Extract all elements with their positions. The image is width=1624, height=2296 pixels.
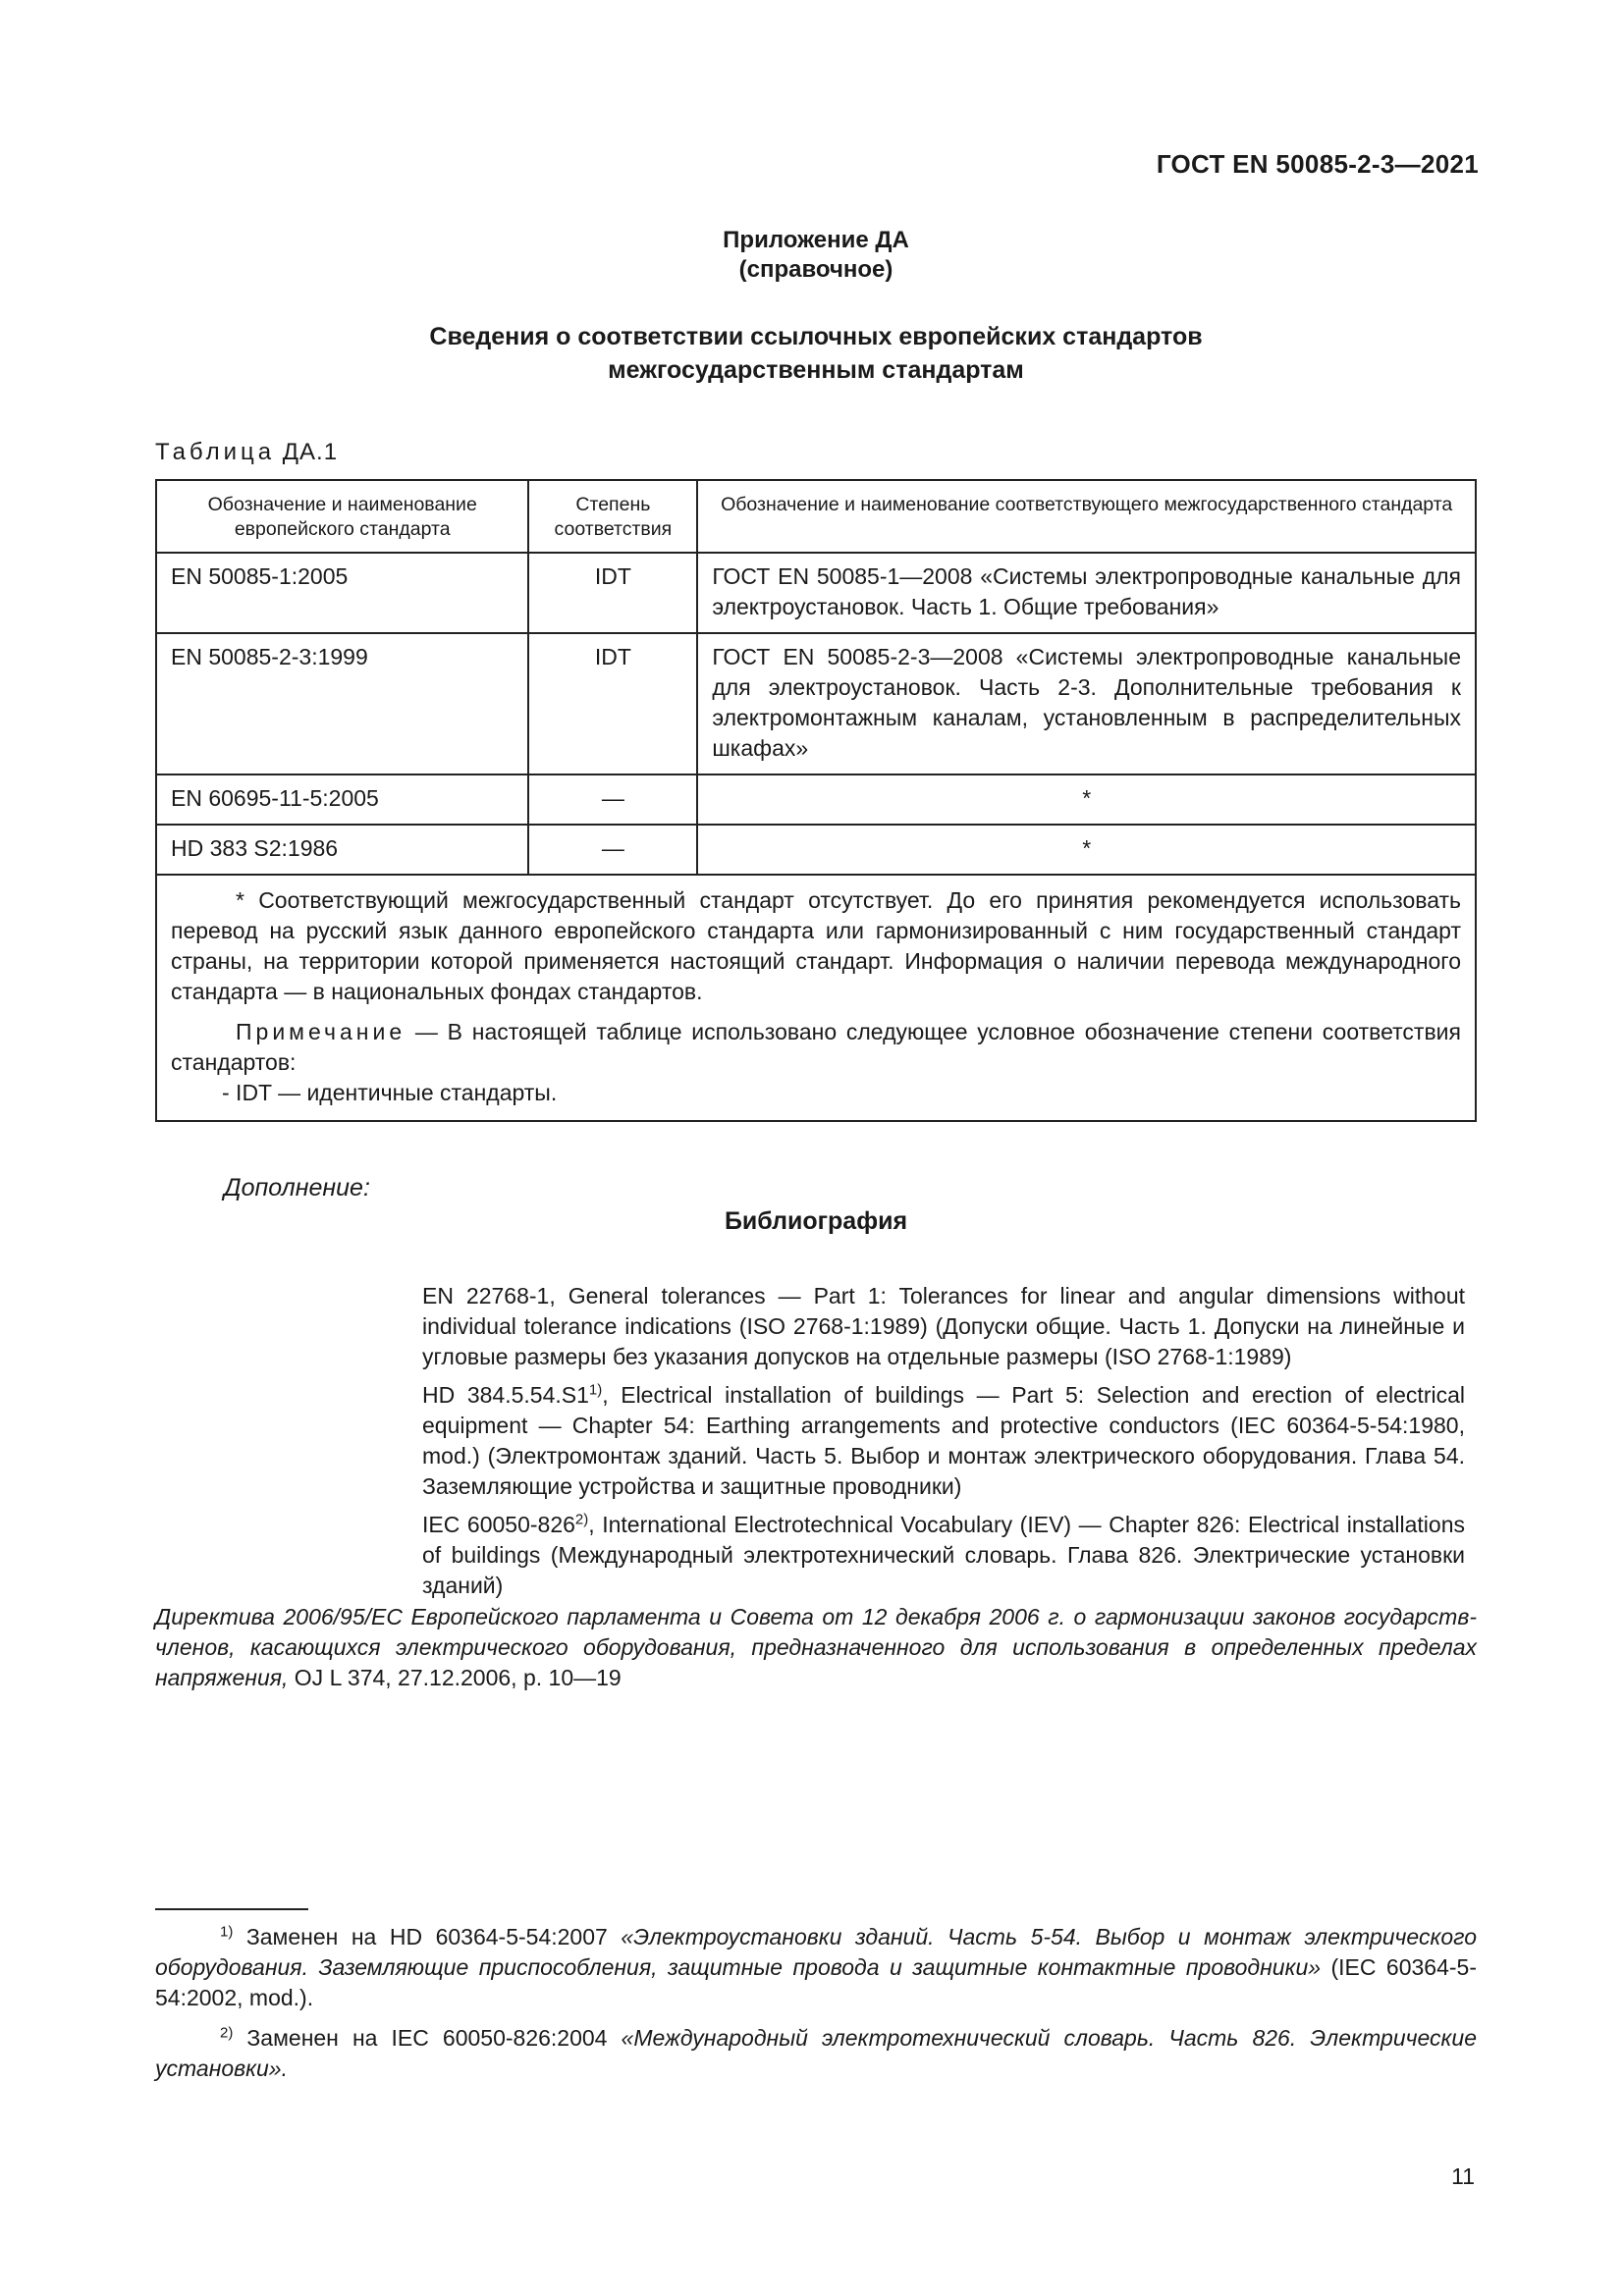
table-row xyxy=(156,633,1476,774)
table-label xyxy=(155,439,338,466)
cell-interstate: * xyxy=(697,774,1476,825)
table-row xyxy=(156,825,1476,875)
annex-title-block xyxy=(155,226,1477,285)
correspondence-table xyxy=(155,479,1477,1122)
note-text: — В настоящей таблице использовано следующее условное обозначение степени соответствия стандартов: xyxy=(171,1019,1461,1075)
footnote-ref: 2) xyxy=(574,1511,589,1528)
section-heading-line-2: межгосударственным стандартам xyxy=(608,356,1024,384)
table-label-word: Таблица xyxy=(155,439,276,465)
note-item: - IDT — идентичные стандарты. xyxy=(222,1080,558,1105)
section-heading-line-1: Сведения о соответствии ссылочных европейских стандартов xyxy=(429,323,1203,350)
footnote-separator xyxy=(155,1908,308,1910)
addendum-label: Дополнение: xyxy=(224,1174,370,1201)
footnote: $^{1)}$ Заменен на HD 60364-5-54:2007 «Электроустановки зданий. Часть 5-54. Выбор и монтаж электрического оборудования. Заземляющие приспособления, защитные провода и защитные контактные проводники» (IEC 60364-5-54:2002, mod.). xyxy=(155,1923,1477,2010)
cell-interstate: * xyxy=(697,825,1476,875)
cell-degree: — xyxy=(528,774,697,825)
bibliography-title: Библиография xyxy=(724,1207,908,1235)
header-interstate-standard: Обозначение и наименование соответствующего межгосударственного стандарта xyxy=(697,480,1476,553)
bibliography-entry: IEC 60050-826$^{2)}$, International Electrotechnical Vocabulary (IEV) — Chapter 826: Electrical installations of buildings (Международный электротехнический словарь. Глава 826. Электрические установки зданий) xyxy=(422,1511,1465,1598)
footnote: $^{2)}$ Заменен на IEC 60050-826:2004 «Международный электротехнический словарь. Часть 826. Электрические установки». xyxy=(155,2024,1477,2081)
annex-title: Приложение ДА xyxy=(723,227,909,253)
cell-european: EN 60695-11-5:2005 xyxy=(156,774,528,825)
page-number: 11 xyxy=(1451,2163,1475,2189)
cell-degree: — xyxy=(528,825,697,875)
cell-interstate: ГОСТ EN 50085-1—2008 «Системы электропроводные канальные для электроустановок. Часть 1. Общие требования» xyxy=(697,553,1476,633)
table-note xyxy=(171,1017,1461,1078)
cell-european: EN 50085-2-3:1999 xyxy=(156,633,528,774)
footnotes xyxy=(155,1922,1477,2094)
table-row xyxy=(156,774,1476,825)
header-european-standard: Обозначение и наименование европейского стандарта xyxy=(156,480,528,553)
table-star-footnote: * Соответствующий межгосударственный стандарт отсутствует. До его принятия рекомендуется использовать перевод на русский язык данного европейского стандарта или гармонизированный с ним государственный стандарт страны, на территории которой применяется настоящий стандарт. Информация о наличии перевода международного стандарта — в национальных фондах стандартов. xyxy=(171,887,1461,1004)
cell-degree: IDT xyxy=(528,553,697,633)
section-heading xyxy=(155,320,1477,387)
annex-subtitle: (справочное) xyxy=(738,256,893,283)
table-header-row xyxy=(156,480,1476,553)
cell-degree: IDT xyxy=(528,633,697,774)
directive-reference: Директива 2006/95/ЕС Европейского парламента и Совета от 12 декабря 2006 г. о гармонизации законов государств-членов, касающихся электрического оборудования, предназначенного для использования в определенных пределах напряжения, OJ L 374, 27.12.2006, p. 10—19 xyxy=(155,1604,1477,1690)
table-label-number: ДА.1 xyxy=(275,439,339,465)
table-note-row xyxy=(156,875,1476,1121)
bibliography-entry: EN 22768-1, General tolerances — Part 1: Tolerances for linear and angular dimensions without individual tolerance indications (ISO 2768-1:1989) (Допуски общие. Часть 1. Допуски на линейные и угловые размеры без указания допусков на отдельные размеры (ISO 2768-1:1989) xyxy=(422,1283,1465,1369)
header-degree: Степень соответствия xyxy=(528,480,697,553)
table-note-cell xyxy=(156,875,1476,1121)
cell-interstate: ГОСТ EN 50085-2-3—2008 «Системы электропроводные канальные для электроустановок. Часть 2-3. Дополнительные требования к электромонтажным каналам, установленным в распределительных шкафах» xyxy=(697,633,1476,774)
table-row xyxy=(156,553,1476,633)
bibliography-list xyxy=(422,1281,1465,1609)
note-word: Примечание xyxy=(236,1019,406,1044)
document-code: ГОСТ EN 50085-2-3—2021 xyxy=(1156,149,1479,179)
footnote-ref: 1) xyxy=(588,1381,603,1399)
bibliography-entry: HD 384.5.54.S1$^{1)}$, Electrical installation of buildings — Part 5: Selection and erection of electrical equipment — Chapter 54: Earthing arrangements and protective conductors (IEC 60364-5-54:1980, mod.) (Электромонтаж зданий. Часть 5. Выбор и монтаж электрического оборудования. Глава 54. Заземляющие устройства и защитные проводники) xyxy=(422,1381,1465,1499)
cell-european: EN 50085-1:2005 xyxy=(156,553,528,633)
cell-european: HD 383 S2:1986 xyxy=(156,825,528,875)
